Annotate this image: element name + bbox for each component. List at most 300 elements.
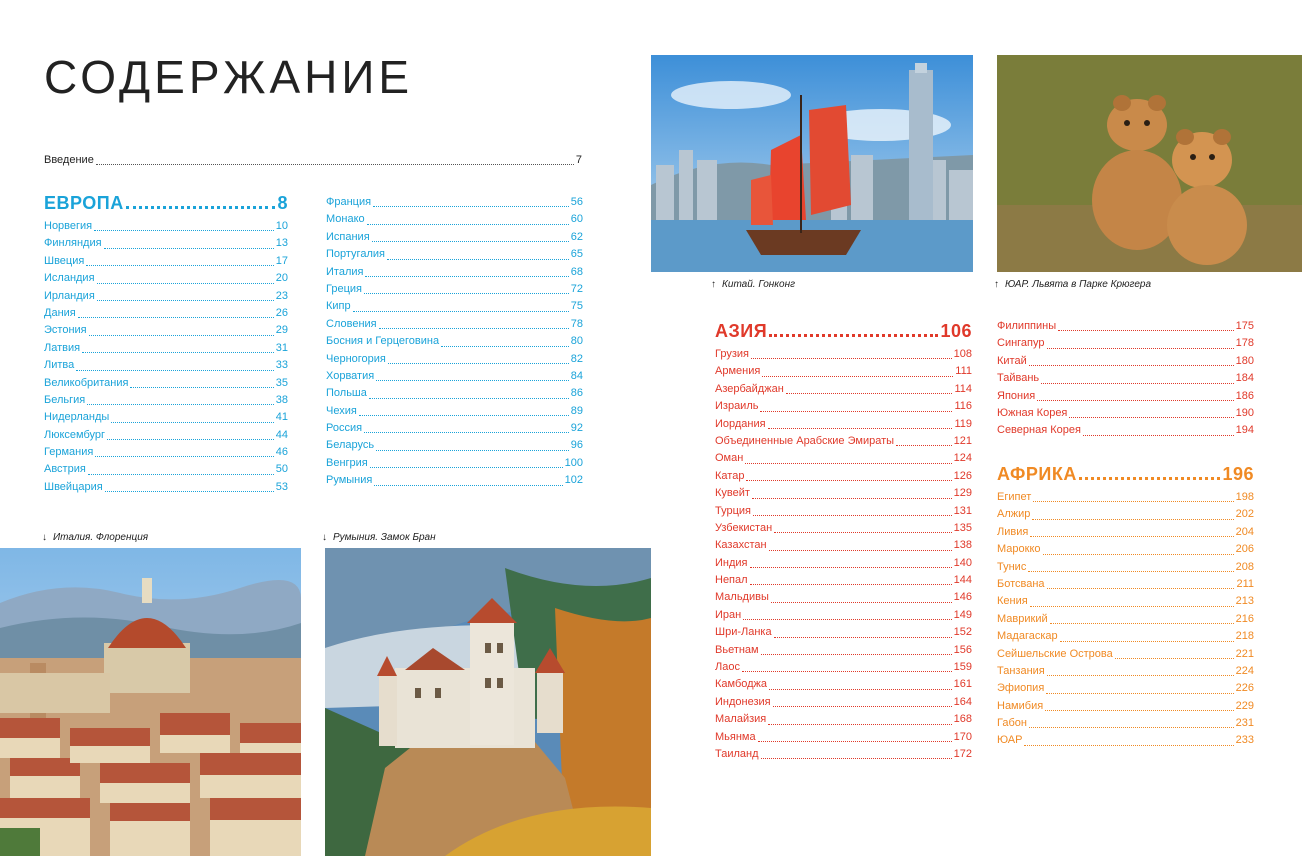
toc-entry-page: 146 — [953, 591, 972, 604]
africa-column — [997, 461, 1254, 750]
asia-column-2 — [997, 318, 1254, 440]
toc-entry-name: Катар — [715, 469, 745, 482]
dot-leader — [774, 532, 951, 533]
toc-entry-page: 102 — [564, 474, 583, 487]
toc-entry[interactable] — [997, 353, 1254, 370]
toc-entry-name: Ливия — [997, 525, 1029, 538]
dot-leader — [1043, 554, 1234, 555]
right-page — [651, 0, 1302, 856]
toc-entry-page: 229 — [1235, 699, 1254, 712]
toc-entry[interactable] — [715, 676, 972, 693]
toc-entry-page: 126 — [953, 469, 972, 482]
toc-entry[interactable] — [44, 479, 288, 496]
toc-entry-page: 44 — [275, 428, 288, 441]
toc-entry[interactable] — [326, 351, 583, 368]
toc-entry-page: 121 — [953, 434, 972, 447]
toc-entry-page: 100 — [564, 456, 583, 469]
dot-leader — [786, 393, 953, 394]
section-heading-europe[interactable] — [44, 190, 288, 214]
toc-entry-page: 114 — [954, 382, 972, 395]
toc-entry-page: 31 — [275, 341, 288, 354]
toc-entry-page: 72 — [570, 282, 583, 295]
toc-entry-name: Турция — [715, 504, 751, 517]
toc-entry-page: 96 — [570, 439, 583, 452]
toc-entry-name: Грузия — [715, 347, 749, 360]
dot-leader — [768, 428, 953, 429]
toc-entry[interactable] — [326, 298, 583, 315]
asia-column-1 — [715, 318, 972, 763]
toc-entry[interactable] — [44, 409, 288, 426]
dot-leader — [364, 293, 569, 294]
toc-entry[interactable] — [997, 680, 1254, 697]
toc-entry[interactable] — [997, 524, 1254, 541]
dot-leader — [769, 334, 938, 337]
dot-leader — [379, 328, 569, 329]
toc-entry-name: Нидерланды — [44, 411, 110, 424]
toc-list — [997, 489, 1254, 750]
dot-leader — [107, 439, 274, 440]
toc-entry[interactable] — [997, 318, 1254, 335]
dot-leader — [104, 248, 274, 249]
toc-entry-page: 161 — [953, 678, 972, 691]
toc-entry-page: 218 — [1235, 630, 1254, 643]
toc-entry-name: Португалия — [326, 248, 385, 261]
toc-entry-page: 190 — [1235, 406, 1254, 419]
dot-leader — [1024, 745, 1233, 746]
toc-entry-page: 159 — [953, 661, 972, 674]
arrow-down-icon: ↓ — [42, 532, 47, 543]
toc-entry-name: Бельгия — [44, 393, 86, 406]
toc-entry-page: 124 — [953, 452, 972, 465]
toc-entry-page: 80 — [570, 335, 583, 348]
toc-entry[interactable] — [715, 572, 972, 589]
toc-entry-name: Мадагаскар — [997, 630, 1058, 643]
toc-entry-name: Иордания — [715, 417, 766, 430]
dot-leader — [89, 335, 274, 336]
toc-entry[interactable] — [326, 437, 583, 454]
dot-leader — [94, 230, 274, 231]
dot-leader — [87, 404, 274, 405]
dot-leader — [95, 456, 273, 457]
toc-entry[interactable] — [997, 405, 1254, 422]
dot-leader — [97, 300, 274, 301]
arrow-up-icon: ↑ — [994, 279, 999, 290]
toc-entry-page: 172 — [953, 747, 972, 760]
toc-list — [997, 318, 1254, 440]
dot-leader — [388, 363, 569, 364]
toc-entry[interactable] — [326, 194, 583, 211]
toc-entry[interactable] — [326, 368, 583, 385]
dot-leader — [745, 463, 951, 464]
toc-entry-name: Введение — [44, 153, 94, 166]
section-page: 8 — [277, 193, 288, 213]
dot-leader — [364, 432, 569, 433]
dot-leader — [1032, 519, 1233, 520]
toc-entry-name: Венгрия — [326, 456, 368, 469]
toc-entry[interactable] — [715, 537, 972, 554]
toc-entry-page: 175 — [1235, 319, 1254, 332]
toc-entry-page: 60 — [570, 213, 583, 226]
toc-entry[interactable] — [997, 593, 1254, 610]
caption-lions — [994, 279, 1151, 290]
toc-entry-name: Марокко — [997, 543, 1041, 556]
toc-entry-page: 116 — [954, 400, 972, 413]
toc-entry-page: 206 — [1235, 543, 1254, 556]
toc-entry[interactable] — [715, 729, 972, 746]
europe-column-2 — [326, 194, 583, 490]
toc-entry-page: 224 — [1235, 664, 1254, 677]
dot-leader — [750, 567, 952, 568]
toc-entry-name: Кения — [997, 595, 1028, 608]
dot-leader — [359, 415, 569, 416]
toc-entry[interactable] — [715, 555, 972, 572]
arrow-up-icon: ↑ — [711, 279, 716, 290]
toc-list — [44, 218, 288, 496]
toc-entry[interactable] — [997, 628, 1254, 645]
dot-leader — [1033, 501, 1233, 502]
toc-entry[interactable] — [326, 264, 583, 281]
toc-entry-page: 38 — [275, 393, 288, 406]
toc-entry-name: Азербайджан — [715, 382, 784, 395]
europe-column-1 — [44, 190, 288, 496]
dot-leader — [768, 724, 951, 725]
toc-entry[interactable] — [44, 305, 288, 322]
toc-entry-page: 56 — [570, 195, 583, 208]
toc-entry[interactable] — [326, 385, 583, 402]
toc-entry[interactable] — [326, 472, 583, 489]
toc-entry-name: Намибия — [997, 699, 1044, 712]
toc-entry[interactable] — [997, 576, 1254, 593]
toc-entry[interactable] — [997, 559, 1254, 576]
toc-entry-name: Танзания — [997, 664, 1045, 677]
dot-leader — [1030, 606, 1234, 607]
toc-entry-name: Румыния — [326, 474, 373, 487]
toc-entry-page: 46 — [275, 446, 288, 459]
toc-entry[interactable] — [997, 541, 1254, 558]
toc-entry-name: Литва — [44, 359, 75, 372]
toc-entry[interactable] — [715, 485, 972, 502]
caption-text: Италия. Флоренция — [53, 532, 149, 543]
toc-entry[interactable] — [326, 403, 583, 420]
toc-entry-name: Норвегия — [44, 219, 93, 232]
section-page: 196 — [1222, 464, 1254, 484]
florence-photo — [0, 548, 301, 856]
toc-entry-page: 178 — [1235, 337, 1254, 350]
toc-entry-name: Объединенные Арабские Эмираты — [715, 434, 895, 447]
toc-entry-name: Таиланд — [715, 747, 759, 760]
dot-leader — [353, 311, 569, 312]
toc-entry-name: Израиль — [715, 400, 759, 413]
section-page: 106 — [940, 321, 972, 341]
section-title: АЗИЯ — [715, 321, 768, 341]
toc-entry[interactable] — [715, 433, 972, 450]
caption-hongkong — [711, 279, 795, 290]
toc-entry[interactable] — [715, 520, 972, 537]
dot-leader — [1047, 348, 1234, 349]
toc-entry[interactable] — [997, 663, 1254, 680]
toc-entry-name: Индия — [715, 556, 748, 569]
toc-entry-page: 7 — [575, 153, 582, 166]
toc-entry[interactable] — [715, 363, 972, 380]
toc-entry-name: Узбекистан — [715, 521, 773, 534]
toc-entry[interactable] — [44, 322, 288, 339]
toc-entry-page: 144 — [953, 574, 972, 587]
toc-entry-name: Китай — [997, 354, 1027, 367]
arrow-down-icon: ↓ — [322, 532, 327, 543]
toc-entry-name: Габон — [997, 717, 1027, 730]
toc-entry-name: Филиппины — [997, 319, 1057, 332]
toc-entry-name: Тайвань — [997, 372, 1040, 385]
toc-entry[interactable] — [715, 642, 972, 659]
toc-entry[interactable] — [997, 715, 1254, 732]
toc-entry-page: 226 — [1235, 682, 1254, 695]
dot-leader — [367, 224, 569, 225]
toc-entry-page: 92 — [570, 422, 583, 435]
toc-entry-page: 138 — [953, 539, 972, 552]
dot-leader — [1041, 383, 1234, 384]
toc-entry-page: 202 — [1235, 508, 1254, 521]
caption-text: ЮАР. Львята в Парке Крюгера — [1005, 279, 1152, 290]
toc-entry[interactable] — [715, 659, 972, 676]
toc-entry[interactable] — [997, 335, 1254, 352]
dot-leader — [373, 206, 569, 207]
toc-entry-name: Сингапур — [997, 337, 1045, 350]
dot-leader — [1029, 727, 1234, 728]
dot-leader — [742, 671, 952, 672]
hongkong-photo — [651, 55, 973, 272]
dot-leader — [1028, 571, 1233, 572]
toc-entry-name: Непал — [715, 574, 748, 587]
section-heading-africa[interactable] — [997, 461, 1254, 485]
toc-entry-page: 233 — [1235, 734, 1254, 747]
toc-entry[interactable] — [326, 229, 583, 246]
dot-leader — [1047, 675, 1234, 676]
toc-entry-name: Греция — [326, 282, 362, 295]
toc-entry[interactable] — [44, 288, 288, 305]
toc-entry-page: 168 — [953, 713, 972, 726]
toc-entry-page: 152 — [953, 626, 972, 639]
toc-entry[interactable] — [715, 694, 972, 711]
toc-entry-page: 111 — [955, 365, 972, 378]
toc-entry[interactable] — [997, 646, 1254, 663]
toc-entry[interactable] — [997, 370, 1254, 387]
toc-entry-name: Вьетнам — [715, 643, 759, 656]
toc-entry[interactable] — [715, 711, 972, 728]
dot-leader — [372, 241, 569, 242]
section-title: ЕВРОПА — [44, 193, 124, 213]
toc-entry-page: 164 — [953, 695, 972, 708]
toc-entry-name: Индонезия — [715, 695, 771, 708]
toc-entry-page: 211 — [1236, 577, 1254, 590]
toc-entry[interactable] — [44, 235, 288, 252]
toc-entry-page: 149 — [953, 608, 972, 621]
dot-leader — [769, 550, 952, 551]
toc-entry-name: Алжир — [997, 508, 1031, 521]
toc-entry-name: Люксембург — [44, 428, 106, 441]
dot-leader — [441, 346, 569, 347]
toc-entry-name: Польша — [326, 387, 367, 400]
toc-entry[interactable] — [997, 388, 1254, 405]
dot-leader — [746, 480, 951, 481]
toc-entry-name: Латвия — [44, 341, 81, 354]
toc-entry-page: 13 — [275, 237, 288, 250]
toc-entry-page: 216 — [1235, 612, 1254, 625]
toc-entry[interactable] — [997, 732, 1254, 749]
toc-entry[interactable] — [44, 218, 288, 235]
toc-entry-page: 41 — [275, 411, 288, 424]
toc-entry-page: 17 — [275, 254, 288, 267]
toc-entry-name: Лаос — [715, 661, 740, 674]
dot-leader — [773, 706, 952, 707]
toc-entry-name: Австрия — [44, 463, 86, 476]
toc-entry[interactable] — [326, 211, 583, 228]
toc-entry[interactable] — [326, 420, 583, 437]
toc-entry-name: Сейшельские Острова — [997, 647, 1113, 660]
toc-entry-name: Ботсвана — [997, 577, 1045, 590]
toc-entry-name: Словения — [326, 317, 377, 330]
toc-entry-page: 108 — [953, 347, 972, 360]
dot-leader — [1030, 536, 1233, 537]
toc-entry-name: Черногория — [326, 352, 386, 365]
dot-leader — [1115, 658, 1234, 659]
dot-leader — [369, 398, 569, 399]
toc-entry-name: Египет — [997, 490, 1032, 503]
dot-leader — [1045, 710, 1233, 711]
toc-entry-page: 221 — [1235, 647, 1254, 660]
toc-entry-name: Кипр — [326, 300, 351, 313]
toc-entry[interactable] — [326, 316, 583, 333]
toc-entry-name: Казахстан — [715, 539, 767, 552]
dot-leader — [753, 515, 952, 516]
toc-entry[interactable] — [997, 489, 1254, 506]
toc-entry-name: Эфиопия — [997, 682, 1045, 695]
toc-entry-name: Эстония — [44, 324, 87, 337]
toc-entry-name: Мьянма — [715, 730, 756, 743]
dot-leader — [126, 206, 276, 209]
dot-leader — [365, 276, 568, 277]
dot-leader — [1058, 330, 1234, 331]
dot-leader — [1050, 623, 1234, 624]
toc-entry[interactable] — [715, 503, 972, 520]
toc-entry[interactable] — [326, 455, 583, 472]
toc-entry-page: 20 — [275, 272, 288, 285]
toc-entry[interactable] — [326, 281, 583, 298]
toc-entry-name: Кувейт — [715, 487, 750, 500]
caption-bran — [322, 532, 436, 543]
toc-entry-page: 213 — [1235, 595, 1254, 608]
toc-entry-page: 53 — [275, 480, 288, 493]
toc-entry[interactable] — [44, 357, 288, 374]
dot-leader — [1069, 417, 1233, 418]
toc-entry-page: 35 — [275, 376, 288, 389]
dot-leader — [1029, 365, 1234, 366]
toc-entry-name: Беларусь — [326, 439, 375, 452]
toc-entry[interactable] — [44, 444, 288, 461]
toc-entry-name: Испания — [326, 230, 370, 243]
toc-entry-page: 204 — [1235, 525, 1254, 538]
toc-entry-name: ЮАР — [997, 734, 1023, 747]
toc-entry[interactable] — [715, 746, 972, 763]
toc-entry[interactable] — [997, 611, 1254, 628]
toc-entry-page: 23 — [275, 289, 288, 302]
toc-entry[interactable] — [44, 427, 288, 444]
toc-entry[interactable] — [715, 450, 972, 467]
toc-entry[interactable] — [326, 246, 583, 263]
page-title: СОДЕРЖАНИЕ — [44, 51, 414, 103]
toc-entry-page: 89 — [570, 404, 583, 417]
toc-entry[interactable] — [44, 375, 288, 392]
toc-entry-page: 198 — [1235, 490, 1254, 503]
toc-entry[interactable] — [715, 468, 972, 485]
toc-entry[interactable] — [715, 624, 972, 641]
toc-entry-name: Маврикий — [997, 612, 1048, 625]
toc-entry-page: 180 — [1235, 354, 1254, 367]
toc-entry[interactable] — [44, 270, 288, 287]
dot-leader — [750, 584, 952, 585]
dot-leader — [1060, 641, 1234, 642]
toc-entry[interactable] — [44, 461, 288, 478]
toc-entry[interactable] — [715, 416, 972, 433]
toc-entry[interactable] — [715, 398, 972, 415]
dot-leader — [760, 411, 952, 412]
toc-entry[interactable] — [44, 340, 288, 357]
bran-castle-photo — [325, 548, 651, 856]
dot-leader — [1046, 693, 1233, 694]
toc-entry[interactable] — [997, 422, 1254, 439]
toc-list — [715, 346, 972, 763]
dot-leader — [1047, 588, 1235, 589]
toc-list — [326, 194, 583, 490]
dot-leader — [1037, 400, 1233, 401]
toc-entry-name: Мальдивы — [715, 591, 769, 604]
toc-entry[interactable] — [715, 589, 972, 606]
toc-entry-intro[interactable] — [44, 152, 582, 169]
dot-leader — [111, 422, 273, 423]
toc-entry[interactable] — [715, 346, 972, 363]
toc-entry-page: 62 — [570, 230, 583, 243]
toc-entry-page: 26 — [275, 306, 288, 319]
toc-entry-page: 170 — [953, 730, 972, 743]
toc-entry-page: 29 — [275, 324, 288, 337]
toc-entry-name: Исландия — [44, 272, 95, 285]
toc-entry-page: 194 — [1235, 424, 1254, 437]
toc-entry-name: Хорватия — [326, 369, 375, 382]
dot-leader — [370, 467, 563, 468]
toc-entry-page: 10 — [275, 219, 288, 232]
toc-entry[interactable] — [997, 698, 1254, 715]
section-heading-asia[interactable] — [715, 318, 972, 342]
toc-entry[interactable] — [44, 253, 288, 270]
toc-entry[interactable] — [44, 392, 288, 409]
toc-entry-name: Германия — [44, 446, 94, 459]
toc-entry[interactable] — [326, 333, 583, 350]
toc-entry-name: Монако — [326, 213, 365, 226]
toc-entry[interactable] — [997, 506, 1254, 523]
dot-leader — [761, 654, 952, 655]
toc-entry-page: 86 — [570, 387, 583, 400]
toc-entry-name: Италия — [326, 265, 364, 278]
dot-leader — [1083, 435, 1234, 436]
toc-entry-page: 78 — [570, 317, 583, 330]
dot-leader — [374, 485, 562, 486]
toc-entry-name: Россия — [326, 422, 363, 435]
toc-entry-page: 82 — [570, 352, 583, 365]
toc-entry-page: 208 — [1235, 560, 1254, 573]
toc-entry[interactable] — [715, 381, 972, 398]
dot-leader — [376, 450, 569, 451]
toc-entry-page: 129 — [953, 487, 972, 500]
toc-entry[interactable] — [715, 607, 972, 624]
